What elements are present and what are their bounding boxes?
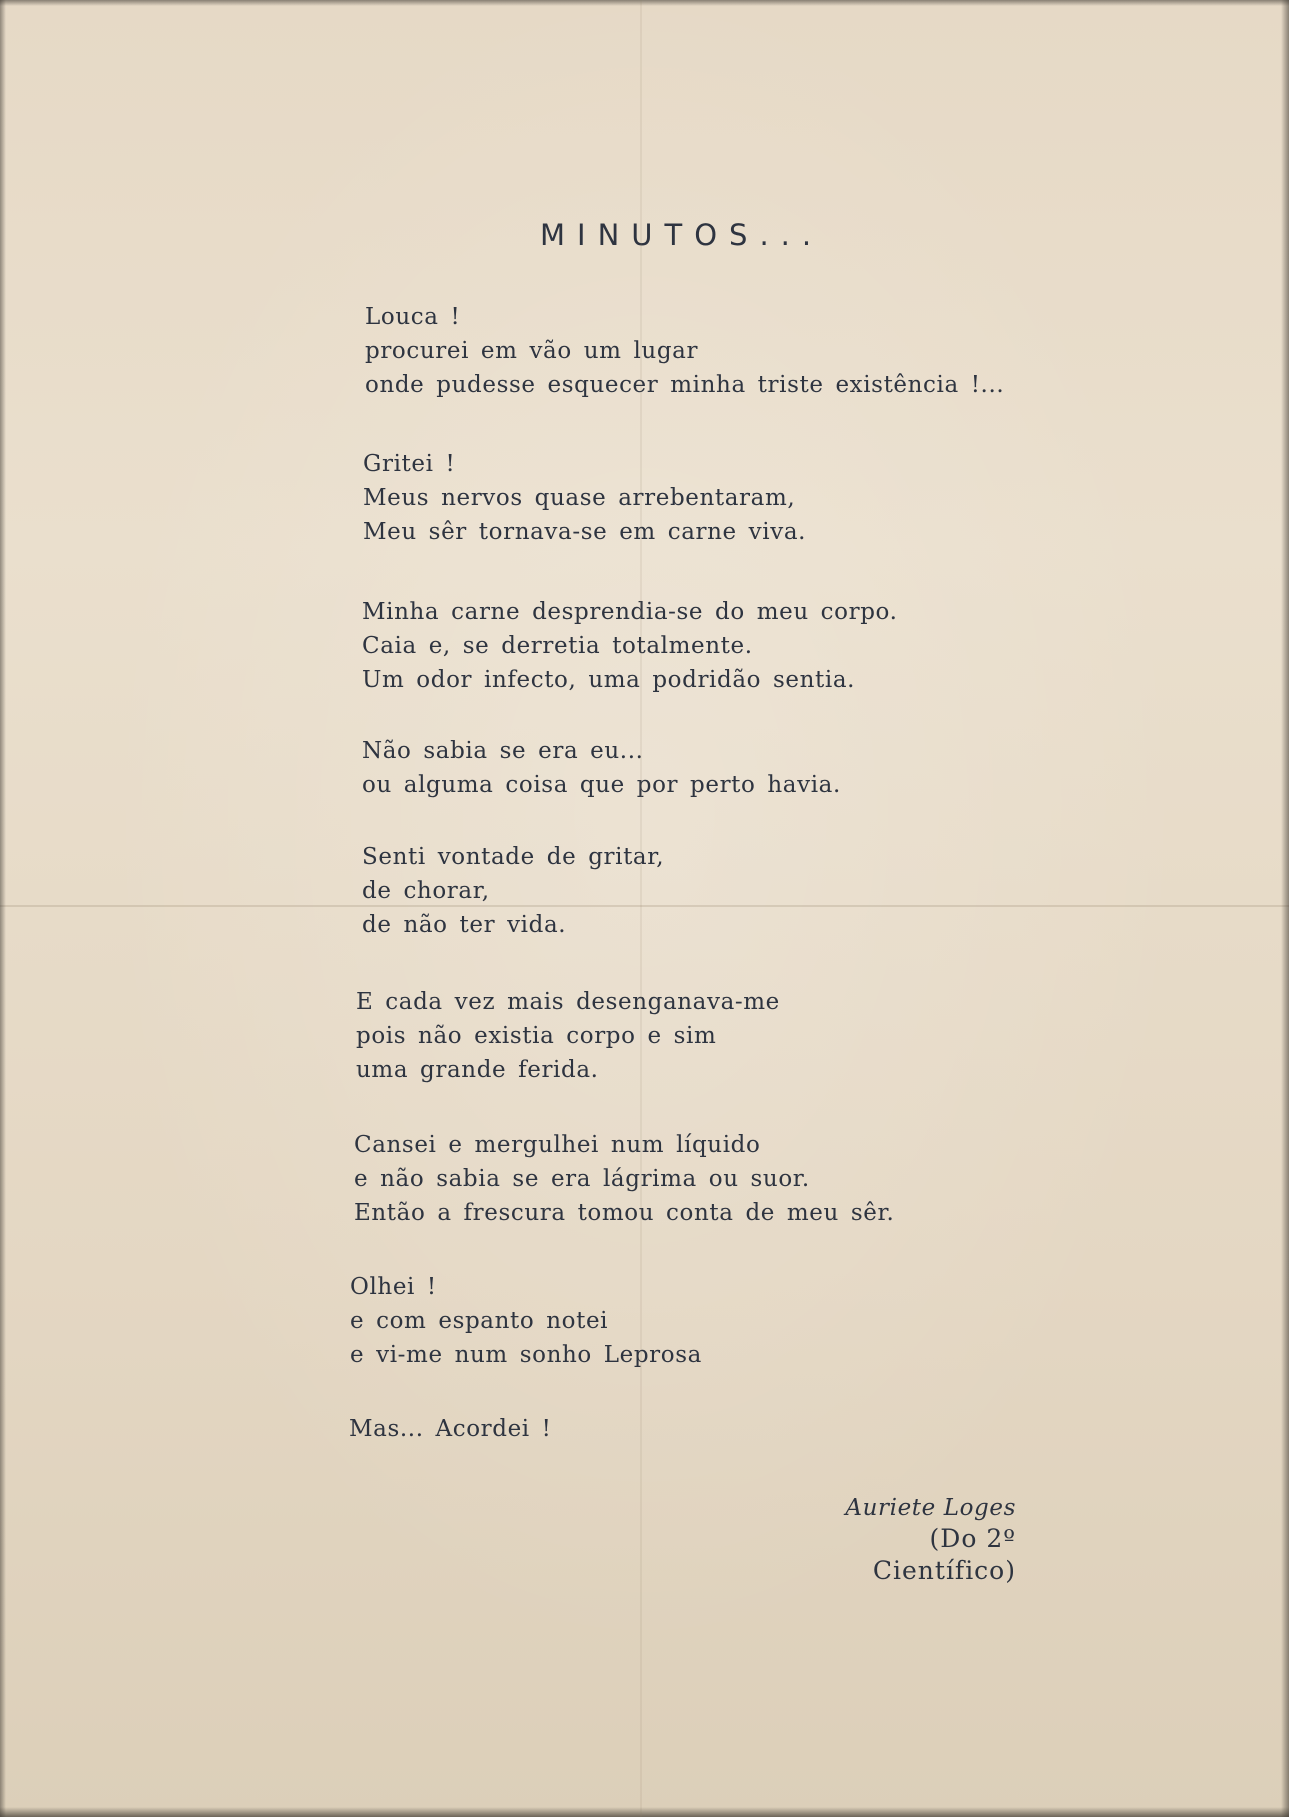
- stanza-3: [362, 595, 897, 697]
- poem-line: Meus nervos quase arrebentaram,: [363, 485, 796, 511]
- poem-line: onde pudesse esquecer minha triste existência !...: [365, 372, 1005, 398]
- stanza-4: [362, 734, 841, 802]
- poem-line: de não ter vida.: [362, 912, 567, 938]
- author-class: (Do 2º Científico): [872, 1524, 1016, 1585]
- stanza-9: [349, 1412, 552, 1446]
- poem-line: Senti vontade de gritar,: [362, 844, 665, 870]
- stanza-6: [356, 985, 780, 1087]
- stanza-1: [365, 300, 1004, 402]
- poem-line: Caia e, se derretia totalmente.: [362, 633, 753, 659]
- poem-line: ou alguma coisa que por perto havia.: [362, 772, 841, 798]
- poem-line: procurei em vão um lugar: [365, 338, 699, 364]
- stanza-8: [350, 1270, 702, 1372]
- poem-line: Minha carne desprendia-se do meu corpo.: [362, 599, 898, 625]
- poem-line: Não sabia se era eu...: [362, 738, 644, 764]
- poem-line: Meu sêr tornava-se em carne viva.: [363, 519, 807, 545]
- paper-edge-right: [1281, 0, 1289, 1817]
- paper-edge-left: [0, 0, 6, 1817]
- poem-line: Cansei e mergulhei num líquido: [354, 1132, 761, 1158]
- poem-line: Mas... Acordei !: [349, 1416, 552, 1442]
- poem-line: uma grande ferida.: [356, 1057, 599, 1083]
- poem-title: MINUTOS...: [540, 218, 824, 252]
- poem-line: Gritei !: [363, 451, 456, 477]
- author-name: Auriete Loges: [845, 1495, 1016, 1521]
- poem-line: Olhei !: [350, 1274, 437, 1300]
- paper-edge-bottom: [0, 1807, 1289, 1817]
- stanza-7: [354, 1128, 894, 1230]
- stanza-2: [363, 447, 806, 549]
- author-signature: [786, 1493, 1016, 1587]
- poem-line: e com espanto notei: [350, 1308, 609, 1334]
- poem-line: e não sabia se era lágrima ou suor.: [354, 1166, 810, 1192]
- poem-line: pois não existia corpo e sim: [356, 1023, 717, 1049]
- poem-line: Um odor infecto, uma podridão sentia.: [362, 667, 856, 693]
- poem-line: Louca !: [365, 304, 461, 330]
- poem-line: de chorar,: [362, 878, 490, 904]
- stanza-5: [362, 840, 664, 942]
- poem-line: e vi-me num sonho Leprosa: [350, 1342, 702, 1368]
- poem-line: E cada vez mais desenganava-me: [356, 989, 780, 1015]
- paper-edge-top: [0, 0, 1289, 6]
- poem-line: Então a frescura tomou conta de meu sêr.: [354, 1200, 895, 1226]
